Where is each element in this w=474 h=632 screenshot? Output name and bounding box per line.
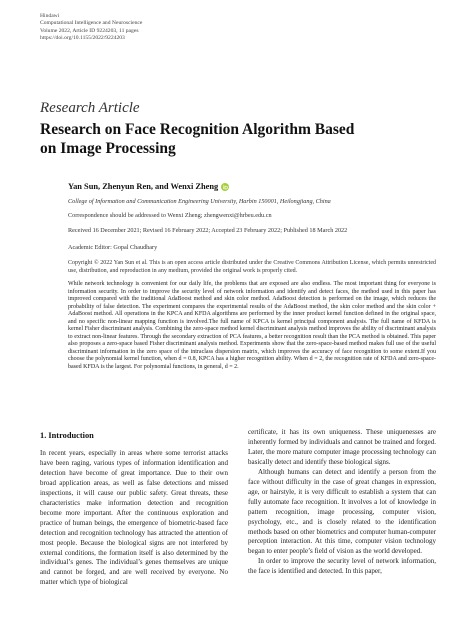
orcid-icon[interactable] bbox=[221, 183, 229, 191]
journal-name: Computational Intelligence and Neuroscience bbox=[40, 20, 143, 27]
journal-header bbox=[40, 13, 142, 43]
publication-dates: Received 16 December 2021; Revised 16 February 2022; Accepted 23 February 2022; Published 18 March 2022 bbox=[68, 227, 348, 234]
paragraph: In recent years, especially in areas where some terrorist attacks have been raging, various types of information identification and detection have become of great importance. Due to their own broad application areas, as well as false detections and missed inspections, it will cause our public safety. Great threats, these characteristics make information detection and recognition become more important. After the continuous exploration and practice of human beings, the emergence of biometric-based face detection and recognition technology has attracted the attention of most people. Because the biological signs are not interfered by external conditions, the formation itself is also determined by the individual’s genes. The individual’s genes themselves are unique and cannot be forged, and are well received by everyone. No matter which type of biological bbox=[40, 449, 228, 587]
section-heading: 1. Introduction bbox=[40, 431, 94, 440]
abstract: While network technology is convenient for our daily life, the problems that are exposed are also endless. The most important thing for everyone is information security. In order to improve the security level of network information and identify and detect faces, the method used in this paper has improved compared with the traditional AdaBoost method and skin color method. AdaBoost detection is performed on the image, which reduces the probability of false detection. The experiment compares the experimental results of the AdaBoost method, the skin color method and the skin color + AdaBoost method. All operations in the KPCA and KFDA algorithms are performed by the inner product kernel function defined in the original space, and no specific non-linear mapping function is involved.The full name of KPCA is kernel principal component analysis. The full name of KFDA is kernel Fisher discriminant analysis. Combining the zero-space method kernel discriminant analysis method improves the ability of discriminant analysis to extract non-linear features. Through the secondary extraction of PCA features, a better recognition result than the PCA method is obtained. This paper also proposes a zero-space based Fisher discriminant analysis method. Experiments show that the zero-space-based method makes full use of the useful discriminant information in the zero space of the intraclass dispersion matrix, which improves the accuracy of face recognition to some extent.If you choose the polynomial kernel function, when d = 0.8, KPCA has a higher recognition ability. When d = 2, the recognition rate of KFDA and zero-space-based KFDA is the largest. For polynomial functions, in general, d = 2. bbox=[68, 281, 436, 371]
volume-info: Volume 2022, Article ID 9224203, 11 pages bbox=[40, 27, 139, 34]
paragraph: certificate, it has its own uniqueness. These uniquenesses are inherently formed by individuals and cannot be trained and forged. Later, the more mature computer image processing technology can basically detect and identify these biological signs. bbox=[248, 428, 436, 466]
article-title: Research on Face Recognition Algorithm Based on Image Processing bbox=[40, 121, 355, 157]
affiliation: College of Information and Communication Engineering University, Harbin 150001, Heilongjiang, China bbox=[68, 198, 331, 205]
doi-link[interactable]: https://doi.org/10.1155/2022/9224203 bbox=[40, 35, 125, 42]
publisher: Hindawi bbox=[40, 13, 60, 19]
author-line bbox=[68, 182, 229, 191]
paragraph: In order to improve the security level of network information, the face is identified and detected. In this paper, bbox=[248, 557, 436, 576]
body-column-right bbox=[248, 428, 436, 577]
body-column-left bbox=[40, 449, 228, 588]
author-names[interactable]: Yan Sun, Zhenyun Ren, and Wenxi Zheng bbox=[68, 182, 219, 191]
article-type: Research Article bbox=[40, 100, 140, 116]
copyright-notice: Copyright © 2022 Yan Sun et al. This is an open access article distributed under the Creative Commons Attribution License, which permits unrestricted use, distribution, and reproduction in any medium, provided the original work is properly cited. bbox=[68, 260, 436, 274]
paragraph: Although humans can detect and identify a person from the face without difficulty in the case of great changes in expression, age, or hairstyle, it is very difficult to establish a system that can fully automate face recognition. It involves a lot of knowledge in pattern recognition, image processing, computer vision, psychology, etc., and is closely related to the identification methods based on other biometrics and computer human-computer perception interaction. At this time, computer vision technology began to enter people’s field of vision as the world developed. bbox=[248, 467, 436, 556]
academic-editor: Academic Editor: Gopal Chaudhary bbox=[68, 244, 158, 251]
correspondence: Correspondence should be addressed to Wenxi Zheng; zhengwenxi@hrbeu.edu.cn bbox=[68, 212, 272, 219]
